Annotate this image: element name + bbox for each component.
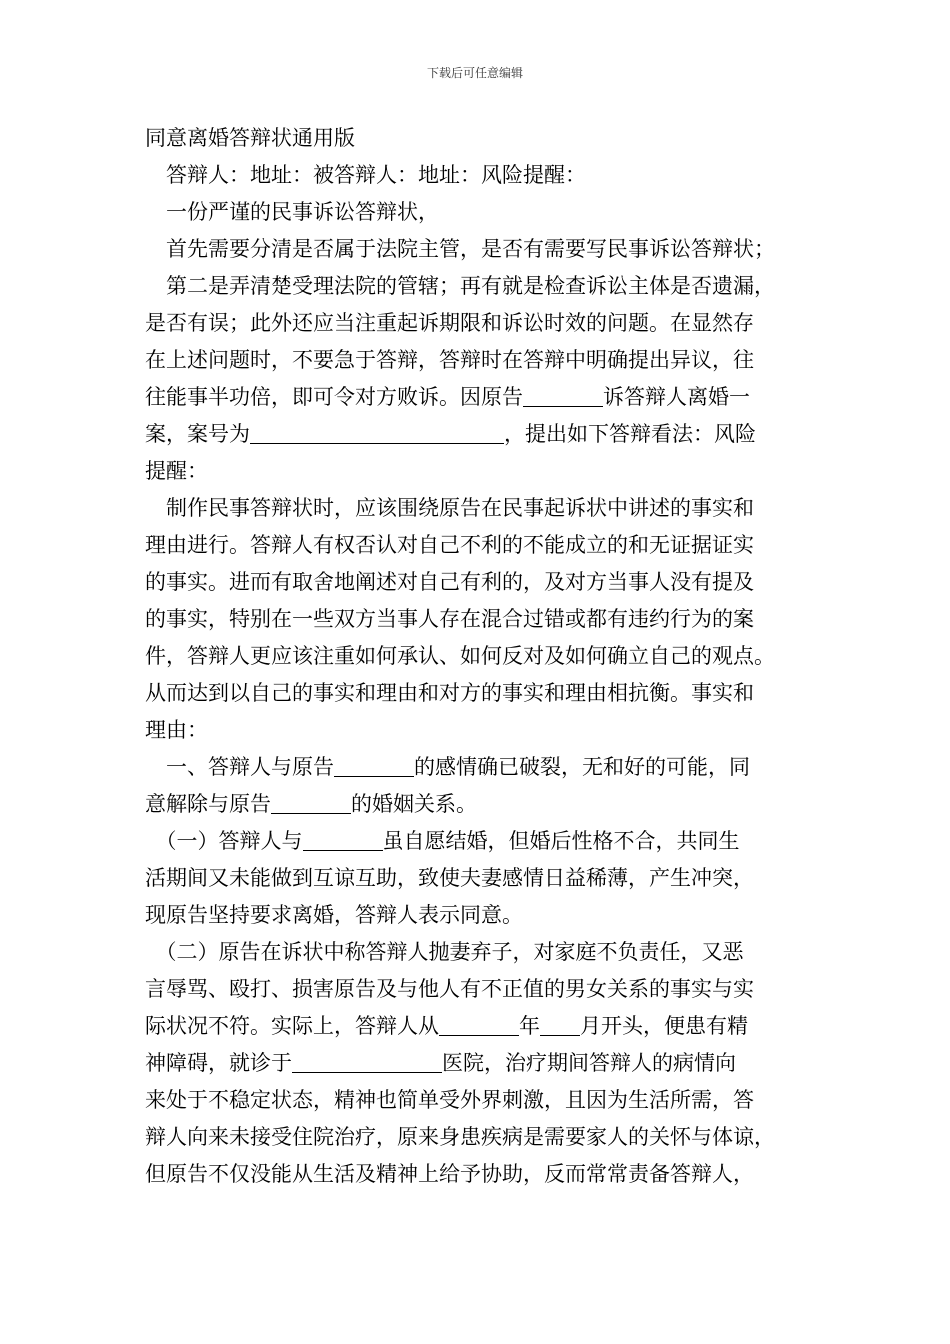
paragraph-line: 现原告坚持要求离婚，答辩人表示同意。 bbox=[145, 903, 523, 927]
paragraph-line: 一份严谨的民事诉讼答辩状， bbox=[145, 200, 439, 224]
text-span: 意解除与原告 bbox=[145, 792, 271, 816]
text-span: ，提出如下答辩看法：风险 bbox=[504, 422, 756, 446]
paragraph-line: 件，答辩人更应该注重如何承认、如何反对及如何确立自己的观点。 bbox=[145, 644, 775, 668]
text-span: 诉答辩人离婚一 bbox=[603, 385, 750, 409]
paragraph-line: 但原告不仅没能从生活及精神上给予协助，反而常常责备答辩人， bbox=[145, 1162, 754, 1186]
text-span: 的感情确已破裂，无和好的可能，同 bbox=[414, 755, 750, 779]
paragraph-line bbox=[145, 1045, 825, 1082]
text-span: 神障碍，就诊于 bbox=[145, 1051, 292, 1075]
paragraph-line: 活期间又未能做到互谅互助，致使夫妻感情日益稀薄，产生冲突， bbox=[145, 866, 754, 890]
case-number-blank[interactable] bbox=[250, 419, 504, 444]
paragraph-line: 辩人向来未接受住院治疗，原来身患疾病是需要家人的关怀与体谅， bbox=[145, 1125, 775, 1149]
paragraph-line: 理由： bbox=[145, 718, 208, 742]
paragraph-line: 首先需要分清是否属于法院主管，是否有需要写民事诉讼答辩状； bbox=[145, 237, 775, 261]
fill-blank[interactable] bbox=[523, 382, 603, 407]
paragraph-line: 来处于不稳定状态，精神也简单受外界刺激，且因为生活所需，答 bbox=[145, 1088, 754, 1112]
paragraph-line: （二）原告在诉状中称答辩人抛妻弃子，对家庭不负责任，又恶 bbox=[145, 940, 744, 964]
text-span: 的婚姻关系。 bbox=[351, 792, 477, 816]
hospital-blank[interactable] bbox=[292, 1048, 442, 1073]
paragraph-line bbox=[145, 786, 825, 823]
text-span: 虽自愿结婚，但婚后性格不合，共同生 bbox=[382, 829, 740, 853]
paragraph-line: 在上述问题时，不要急于答辩，答辩时在答辩中明确提出异议，往 bbox=[145, 348, 754, 372]
paragraph-line: 提醒： bbox=[145, 459, 208, 483]
text-span: 一、答辩人与原告 bbox=[145, 755, 334, 779]
paragraph-line bbox=[145, 1008, 825, 1045]
paragraph-line: 第二是弄清楚受理法院的管辖；再有就是检查诉讼主体是否遗漏， bbox=[145, 274, 775, 298]
fill-blank[interactable] bbox=[334, 752, 414, 777]
paragraph-line: 的事实。进而有取舍地阐述对自己有利的，及对方当事人没有提及 bbox=[145, 570, 754, 594]
paragraph-line: 言辱骂、殴打、损害原告及与他人有不正值的男女关系的事实与实 bbox=[145, 977, 754, 1001]
paragraph-line bbox=[145, 823, 825, 860]
page-header: 下载后可任意编辑 bbox=[426, 66, 523, 80]
paragraph-line: 的事实，特别在一些双方当事人存在混合过错或都有违约行为的案 bbox=[145, 607, 754, 631]
paragraph-line: 制作民事答辩状时，应该围绕原告在民事起诉状中讲述的事实和 bbox=[145, 496, 754, 520]
paragraph-line bbox=[145, 379, 825, 416]
text-span: 年 bbox=[519, 1014, 540, 1038]
text-span: 月开头，便患有精 bbox=[580, 1014, 748, 1038]
text-span: 医院，治疗期间答辩人的病情向 bbox=[442, 1051, 736, 1075]
month-blank[interactable] bbox=[540, 1011, 580, 1036]
text-span: 际状况不符。实际上，答辩人从 bbox=[145, 1014, 439, 1038]
paragraph-line bbox=[145, 416, 825, 453]
text-span: （一）答辩人与 bbox=[145, 829, 303, 853]
year-blank[interactable] bbox=[439, 1011, 519, 1036]
fill-blank[interactable] bbox=[303, 826, 383, 851]
document-body bbox=[145, 120, 825, 1193]
fill-blank[interactable] bbox=[271, 789, 351, 814]
paragraph-line: 是否有误；此外还应当注重起诉期限和诉讼时效的问题。在显然存 bbox=[145, 311, 754, 335]
text-span: 案，案号为 bbox=[145, 422, 250, 446]
text-span: 往能事半功倍，即可令对方败诉。因原告 bbox=[145, 385, 523, 409]
paragraph-line: 理由进行。答辩人有权否认对自己不利的不能成立的和无证据证实 bbox=[145, 533, 754, 557]
document-title: 同意离婚答辩状通用版 bbox=[145, 126, 355, 150]
paragraph-line bbox=[145, 749, 825, 786]
parties-line: 答辩人：地址：被答辩人：地址：风险提醒： bbox=[145, 163, 586, 187]
paragraph-line: 从而达到以自己的事实和理由和对方的事实和理由相抗衡。事实和 bbox=[145, 681, 754, 705]
